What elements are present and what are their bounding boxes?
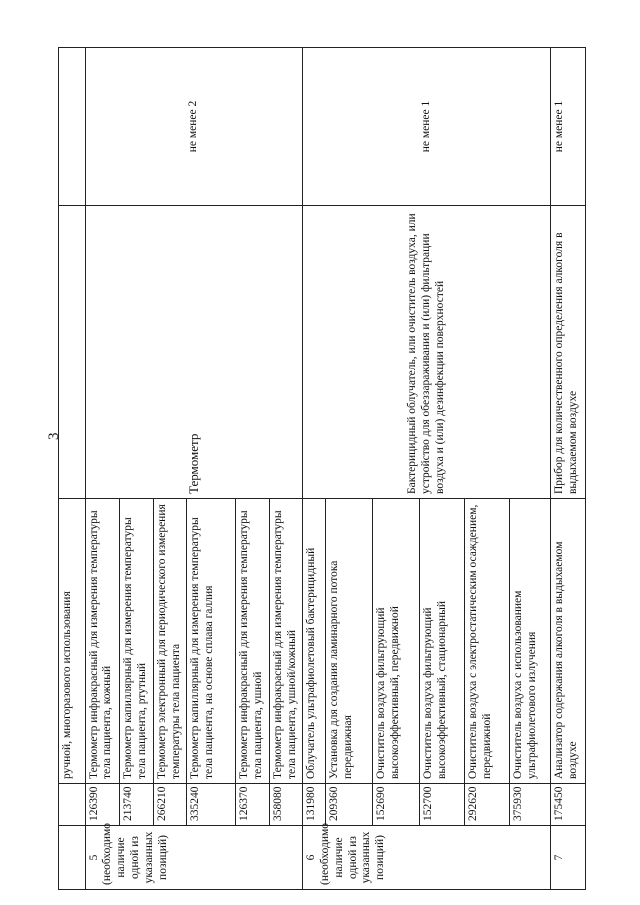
- code-cell: 126390: [85, 784, 120, 826]
- group-cell: 7: [551, 826, 586, 890]
- name-cell: Термометр электронный для периодического измерения температуры тела пациента: [153, 499, 186, 784]
- code-cell: 152690: [372, 784, 419, 826]
- table-row: [85, 48, 120, 890]
- group-cell: 5 (необходимо наличие одной из указанных позиций): [85, 826, 303, 890]
- name-cell: Очиститель воздуха фильтрующий высокоэффективный, стационарный: [419, 499, 464, 784]
- name-cell: Термометр капиллярный для измерения температуры тела пациента, ртутный: [120, 499, 153, 784]
- code-cell: 131980: [303, 784, 326, 826]
- category-cell: Бактерицидный облучатель, или очиститель воздуха, или устройство для обеззараживания и (или) фильтрации воздуха и (или) дезинфекции поверхностей: [303, 206, 551, 499]
- code-cell: 358080: [269, 784, 302, 826]
- code-cell: 292620: [465, 784, 510, 826]
- name-cell: Термометр капиллярный для измерения температуры тела пациента, на основе сплава галлия: [187, 499, 236, 784]
- name-cell: Очиститель воздуха с использованием ультрафиолетового излучения: [510, 499, 551, 784]
- name-cell: Анализатор содержания алкоголя в выдыхаемом воздухе: [551, 499, 586, 784]
- category-cell: Термометр: [85, 206, 303, 499]
- code-cell: 266210: [153, 784, 186, 826]
- name-cell: Термометр инфракрасный для измерения температуры тела пациента, кожный: [85, 499, 120, 784]
- equipment-table: [58, 47, 586, 890]
- code-cell: 152700: [419, 784, 464, 826]
- equipment-table-rotated: [58, 48, 586, 890]
- code-cell: 209360: [325, 784, 372, 826]
- name-cell: Очиститель воздуха с электростатическим осаждением, передвижной: [465, 499, 510, 784]
- code-cell: 213740: [120, 784, 153, 826]
- code-cell: [59, 784, 86, 826]
- page-number: 3: [46, 432, 62, 440]
- name-cell: Термометр инфракрасный для измерения температуры тела пациента, ушной: [236, 499, 269, 784]
- qty-cell: не менее 1: [303, 48, 551, 206]
- table-row: [551, 48, 586, 890]
- table-row: [303, 48, 326, 890]
- category-cell: Прибор для количественного определения алкоголя в выдыхаемом воздухе: [551, 206, 586, 499]
- qty-cell: не менее 1: [551, 48, 586, 206]
- group-cell: [59, 826, 86, 890]
- name-cell: Очиститель воздуха фильтрующий высокоэффективный, передвижной: [372, 499, 419, 784]
- code-cell: 126370: [236, 784, 269, 826]
- group-cell: 6 (необходимо наличие одной из указанных позиций): [303, 826, 551, 890]
- name-cell: Термометр инфракрасный для измерения температуры тела пациента, ушной/кожный: [269, 499, 302, 784]
- qty-cell: [59, 48, 86, 206]
- table-row: [59, 48, 86, 890]
- code-cell: 175450: [551, 784, 586, 826]
- code-cell: 335240: [187, 784, 236, 826]
- qty-cell: не менее 2: [85, 48, 303, 206]
- name-cell: Установка для создания ламинарного потока передвижная: [325, 499, 372, 784]
- category-cell: [59, 206, 86, 499]
- name-cell: ручной, многоразового использования: [59, 499, 86, 784]
- code-cell: 375930: [510, 784, 551, 826]
- name-cell: Облучатель ультрафиолетовый бактерицидный: [303, 499, 326, 784]
